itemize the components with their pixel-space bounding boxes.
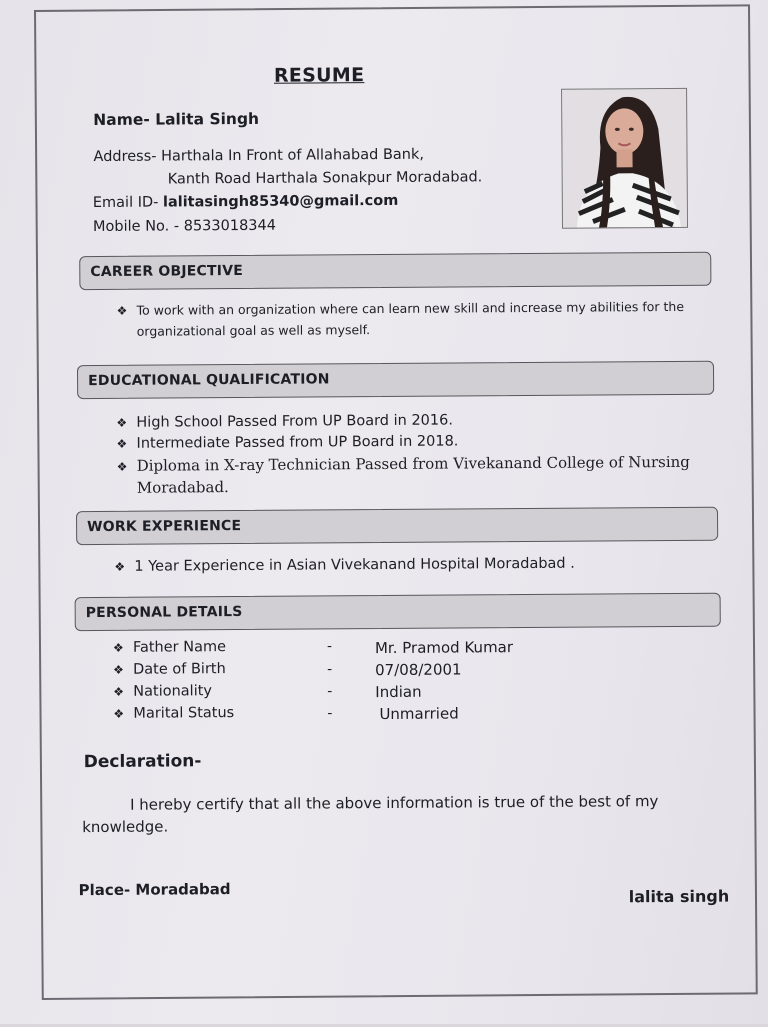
work-text-1: 1 Year Experience in Asian Vivekanand Hospital Moradabad . [134,555,575,575]
personal-row-father [113,639,226,656]
father-value: Mr. Pramod Kumar [374,638,514,658]
education-item-2 [116,433,458,451]
separator: - [327,683,333,700]
bullet-icon: ❖ [112,640,124,655]
nationality-value: Indian [375,682,422,702]
father-label: Father Name [132,639,227,656]
section-title-career-objective: CAREER OBJECTIVE [90,262,244,281]
bullet-icon: ❖ [113,706,125,721]
place: Place- Moradabad [78,880,231,900]
personal-row-marital [113,705,234,722]
mobile-number: Mobile No. - 8533018344 [92,217,277,236]
address-line-2: Kanth Road Harthala Sonakpur Moradabad. [167,169,483,188]
education-text-2: Intermediate Passed from UP Board in 2018. [136,433,459,452]
marital-value: Unmarried [379,704,459,724]
section-title-education: EDUCATIONAL QUALIFICATION [88,371,330,390]
declaration-title: Declaration- [83,751,202,773]
section-title-personal-details: PERSONAL DETAILS [85,603,243,622]
objective-text-line-2: organizational goal as well as myself. [136,322,371,339]
bullet-icon: ❖ [113,662,124,677]
bullet-icon: ❖ [116,459,128,474]
objective-item [117,299,685,318]
marital-label: Marital Status [133,705,235,722]
bullet-icon: ❖ [116,303,128,318]
section-career-objective [79,252,711,290]
education-text-3-line-2: Moradabad. [136,478,229,497]
bullet-icon: ❖ [114,559,126,574]
education-text-1: High School Passed From UP Board in 2016. [136,412,453,431]
bullet-icon: ❖ [116,436,128,451]
separator: - [327,705,333,722]
personal-row-nationality [113,683,212,700]
email-value: lalitasingh85340@gmail.com [162,192,399,211]
separator: - [327,661,333,678]
section-personal-details [75,593,721,632]
declaration-text: I hereby certify that all the above information is true of the best of my knowledge. [82,792,659,837]
bullet-icon: ❖ [116,415,128,430]
nationality-label: Nationality [133,683,213,700]
separator: - [326,638,333,655]
signature: lalita singh [628,886,730,907]
objective-text-line-1: To work with an organization where can learn new skill and increase my abilities for the [136,298,685,318]
work-item-1 [114,556,575,575]
address-line-1: Address- Harthala In Front of Allahabad Bank, [93,146,424,166]
dob-value: 07/08/2001 [375,660,462,680]
personal-row-dob [113,661,226,678]
portrait-image [562,89,687,228]
education-item-1 [116,413,453,431]
section-work-experience [76,507,718,545]
bullet-icon: ❖ [113,684,125,699]
email-label: Email ID- [92,194,164,212]
email-line [93,193,399,211]
profile-photo [561,88,688,229]
candidate-name: Name- Lalita Singh [93,109,260,130]
education-item-3 [117,453,690,475]
dob-label: Date of Birth [133,661,226,678]
section-title-work-experience: WORK EXPERIENCE [87,517,242,536]
resume-title: RESUME [273,64,365,87]
education-text-3-line-1: Diploma in X-ray Technician Passed from Vivekanand College of Nursing [136,452,690,475]
section-education [77,361,714,399]
